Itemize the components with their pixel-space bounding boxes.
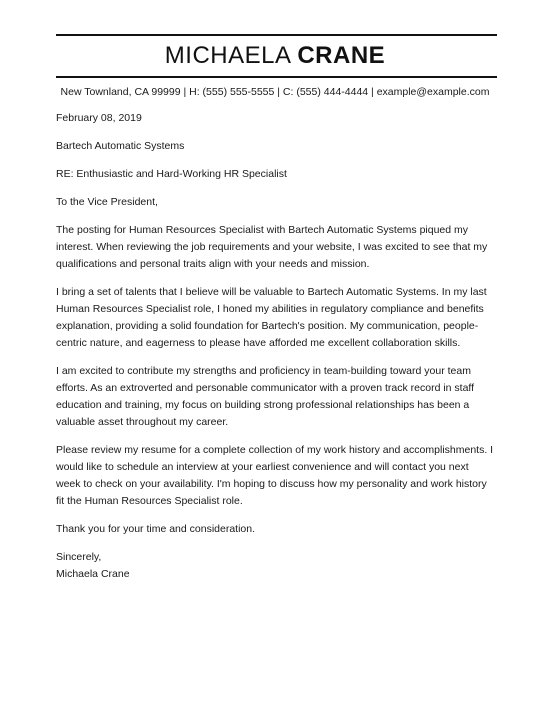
header-top-rule <box>56 34 497 36</box>
thanks-line: Thank you for your time and consideration. <box>56 523 256 535</box>
signature-name: Michaela Crane <box>56 568 130 580</box>
applicant-name <box>0 41 550 71</box>
body-paragraph-3: I am excited to contribute my strengths and proficiency in team-building toward your team efforts. As an extroverted and personable communicator with a proven track record in staff education and training, my focus on building strong professional relationships has been a valuable asset throughout my career. <box>56 365 475 428</box>
salutation: To the Vice President, <box>56 196 158 208</box>
body-paragraph-1: The posting for Human Resources Specialist with Bartech Automatic Systems piqued my interest. When reviewing the job requirements and your website, I was excited to see that my qualifications and personal traits align with your needs and mission. <box>56 224 488 270</box>
letter-body <box>56 110 496 583</box>
first-name: MICHAELA <box>164 42 291 69</box>
header-bottom-rule <box>56 76 497 78</box>
last-name: CRANE <box>297 42 386 69</box>
sign-off: Sincerely, <box>56 551 102 563</box>
body-paragraph-4: Please review my resume for a complete collection of my work history and accomplishments. I would like to schedule an interview at your earliest convenience and will contact you next week to check on your availability. I'm hoping to discuss how my personality and work history fit the Human Resources Specialist role. <box>56 444 494 507</box>
letter-date: February 08, 2019 <box>56 112 142 124</box>
recipient-company: Bartech Automatic Systems <box>56 140 185 152</box>
contact-line: New Townland, CA 99999 | H: (555) 555-5555 | C: (555) 444-4444 | example@example.com <box>60 86 490 98</box>
body-paragraph-2: I bring a set of talents that I believe will be valuable to Bartech Automatic Systems. In my last Human Resources Specialist role, I honed my abilities in regulatory compliance and benefits explanation, providing a solid foundation for Bartech's position. My communication, people-centric nature, and eagerness to please have afforded me excellent collaboration skills. <box>56 286 487 349</box>
subject-line: RE: Enthusiastic and Hard-Working HR Specialist <box>56 168 287 180</box>
